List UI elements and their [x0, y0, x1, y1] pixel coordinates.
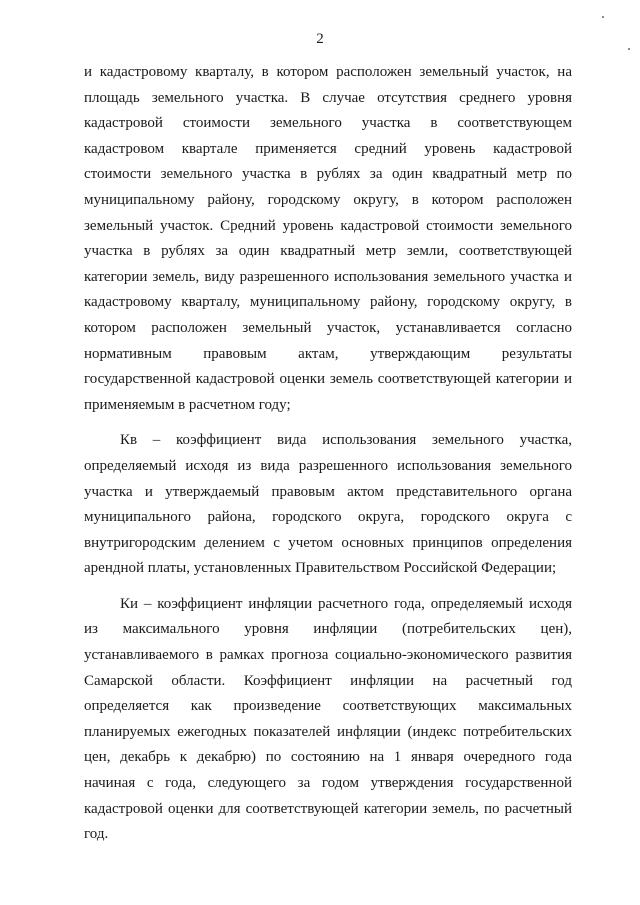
document-body — [84, 60, 572, 848]
scan-speck — [628, 48, 630, 50]
text-line: площадь земельного участка. В случае отсутствия среднего уровня — [84, 89, 572, 106]
text-line: котором расположен земельный участок, устанавливается согласно — [84, 319, 572, 336]
text-line: муниципальному району, городскому округу, в котором расположен — [84, 191, 572, 208]
text-line: Ки – коэффициент инфляции расчетного года, определяемый исходя — [120, 595, 572, 612]
text-line: кадастровом квартале применяется средний уровень кадастровой — [84, 140, 572, 157]
text-line: определяется как произведение соответствующих максимальных — [84, 698, 572, 715]
text-line: арендной платы, установленных Правительством Российской Федерации; — [84, 560, 557, 577]
text-line: кадастровой стоимости земельного участка в соответствующем — [84, 115, 572, 132]
text-line: муниципального района, городского округа, городского округа с — [84, 509, 572, 526]
text-line: определяемый исходя из вида разрешенного использования земельного — [84, 457, 572, 474]
text-line: внутригородским делением с учетом основных принципов определения — [84, 534, 572, 551]
text-line: применяемым в расчетном году; — [84, 396, 291, 413]
text-line: планируемых ежегодных показателей инфляции (индекс потребительских — [84, 723, 572, 740]
paragraph — [84, 592, 572, 848]
paragraph — [84, 60, 572, 418]
text-line: год. — [84, 826, 109, 843]
text-line: Самарской области. Коэффициент инфляции на расчетный год — [84, 672, 572, 689]
text-line: земельный участок. Средний уровень кадастровой стоимости земельного — [84, 217, 572, 234]
text-line: государственной кадастровой оценки земель соответствующей категории и — [84, 371, 572, 388]
text-line: участка в рублях за один квадратный метр земли, соответствующей — [84, 243, 572, 260]
text-line: цен, декабрь к декабрю) по состоянию на 1 января очередного года — [84, 749, 572, 766]
scan-speck — [602, 16, 604, 18]
paragraph — [84, 428, 572, 582]
text-line: Кв – коэффициент вида использования земельного участка, — [120, 432, 572, 449]
text-line: кадастровой оценки для соответствующей категории земель, по расчетный — [84, 800, 572, 817]
text-line: стоимости земельного участка в рублях за один квадратный метр по — [84, 166, 572, 183]
text-line: устанавливаемого в рамках прогноза социально-экономического развития — [84, 647, 572, 664]
text-line: нормативным правовым актам, утверждающим результаты — [84, 345, 572, 362]
page-number: 2 — [316, 31, 324, 47]
text-line: и кадастровому кварталу, в котором расположен земельный участок, на — [84, 64, 572, 80]
text-line: участка и утверждаемый правовым актом представительного органа — [84, 483, 572, 500]
text-line: категории земель, виду разрешенного использования земельного участка и — [84, 268, 572, 285]
text-line: кадастровому кварталу, муниципальному району, городскому округу, в — [84, 294, 572, 311]
text-line: из максимального уровня инфляции (потребительских цен), — [84, 621, 572, 638]
text-line: начиная с года, следующего за годом утверждения государственной — [84, 775, 572, 792]
